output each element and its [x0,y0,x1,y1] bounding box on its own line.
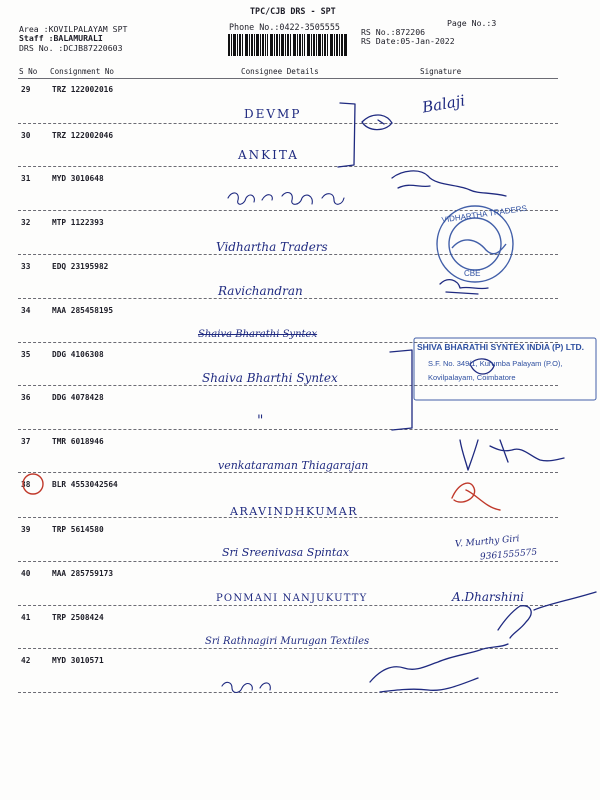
phone-number: Phone No.:0422-3505555 [229,22,340,32]
row-sno: 35 [21,350,31,359]
handwritten-consignee: Sri Sreenivasa Spintax [222,546,350,559]
row-sno: 32 [21,218,31,227]
row-consignment: DDG 4078428 [52,393,104,402]
row-sno: 30 [21,131,31,140]
row-consignment: DDG 4106308 [52,350,104,359]
handwritten-consignee: ANKITA [238,148,299,162]
column-header-consignment: Consignment No [50,67,115,76]
signature-text: A.Dharshini [452,590,525,604]
handwritten-consignee: Sri Rathnagiri Murugan Textiles [205,636,370,647]
handwritten-consignee: ARAVINDHKUMAR [230,505,359,518]
signature-text: 9361555575 [479,547,538,563]
page-number: Page No.:3 [447,18,497,28]
column-header-consignee: Consignee Details [241,67,319,76]
row-sno: 33 [21,262,31,271]
row-consignment: MYD 3010571 [52,656,104,665]
traders-stamp-cbe: CBE [464,269,481,278]
signature-scribble-row41 [498,592,596,638]
column-header-signature: Signature [420,67,462,76]
red-signature-row38 [452,483,500,510]
row-sno: 31 [21,174,31,183]
row-consignment: MYD 3010648 [52,174,104,183]
row-consignment: TRZ 122002016 [52,85,114,94]
signature-text: Balaji [420,91,467,117]
handwritten-consignee: Ravichandran [218,284,303,298]
drs-number-field: DRS No. :DCJB87220603 [19,42,123,53]
signature-scribble-row29 [362,115,392,130]
red-circle-row38-marker [23,474,43,494]
handwritten-consignee: DEVMP [244,107,302,121]
handwritten-consignee: venkataraman Thiagarajan [218,459,369,472]
bracket-rows-29-30 [338,103,355,167]
row-sno: 40 [21,569,31,578]
handwritten-consignee-row42 [222,682,270,692]
signature-scribble-row37 [460,440,564,470]
row-sno: 42 [21,656,31,665]
handwritten-consignee-row31 [228,193,344,205]
staff-field: Staff :BALAMURALI [19,33,103,44]
traders-stamp-text: VIDHARTHA TRADERS [441,203,528,225]
row-consignment: MAA 285458195 [52,306,114,315]
row-sno: 34 [21,306,31,315]
handwritten-consignee: PONMANI NANJUKUTTY [216,593,368,604]
signature-scribble-row31 [392,171,506,196]
row-consignment: BLR 4553042564 [52,480,118,489]
signature-text: V. Murthy Giri [454,534,520,550]
handwritten-consignee: Shaiva Bharathi Syntex [198,329,318,340]
rs-date: RS Date:05-Jan-2022 [361,36,455,47]
signature-scribble-row42 [370,644,508,692]
row-consignment: MAA 285759173 [52,569,114,578]
area-field: Area :KOVILPALAYAM SPT [19,24,128,34]
row-consignment: TRP 5614580 [52,525,104,534]
row-consignment: TMR 6018946 [52,437,104,446]
handwritten-consignee: " [257,413,264,429]
column-header-sno: S No [19,67,38,76]
row-sno: 38 [21,480,31,489]
row-sno: 41 [21,613,31,622]
company-stamp-line3: Kovilpalayam, Coimbatore [428,373,516,382]
company-stamp-line2: S.F. No. 349/1, Kurumba Palayam (P.O), [428,359,563,368]
bracket-rows-35-36 [390,350,412,430]
row-sno: 37 [21,437,31,446]
row-sno: 39 [21,525,31,534]
document-title: TPC/CJB DRS - SPT [250,6,336,16]
row-consignment: TRZ 122002046 [52,131,114,140]
row-consignment: TRP 2508424 [52,613,104,622]
row-sno: 36 [21,393,31,402]
handwritten-consignee: Vidhartha Traders [216,240,328,254]
row-sno: 29 [21,85,31,94]
rs-number: RS No.:872206 [361,27,426,37]
handwritten-consignee: Shaiva Bharthi Syntex [202,371,338,385]
row-consignment: MTP 1122393 [52,218,104,227]
company-stamp-line1: SHIVA BHARATHI SYNTEX INDIA (P) LTD. [417,342,585,352]
row-consignment: EDQ 23195982 [52,262,109,271]
